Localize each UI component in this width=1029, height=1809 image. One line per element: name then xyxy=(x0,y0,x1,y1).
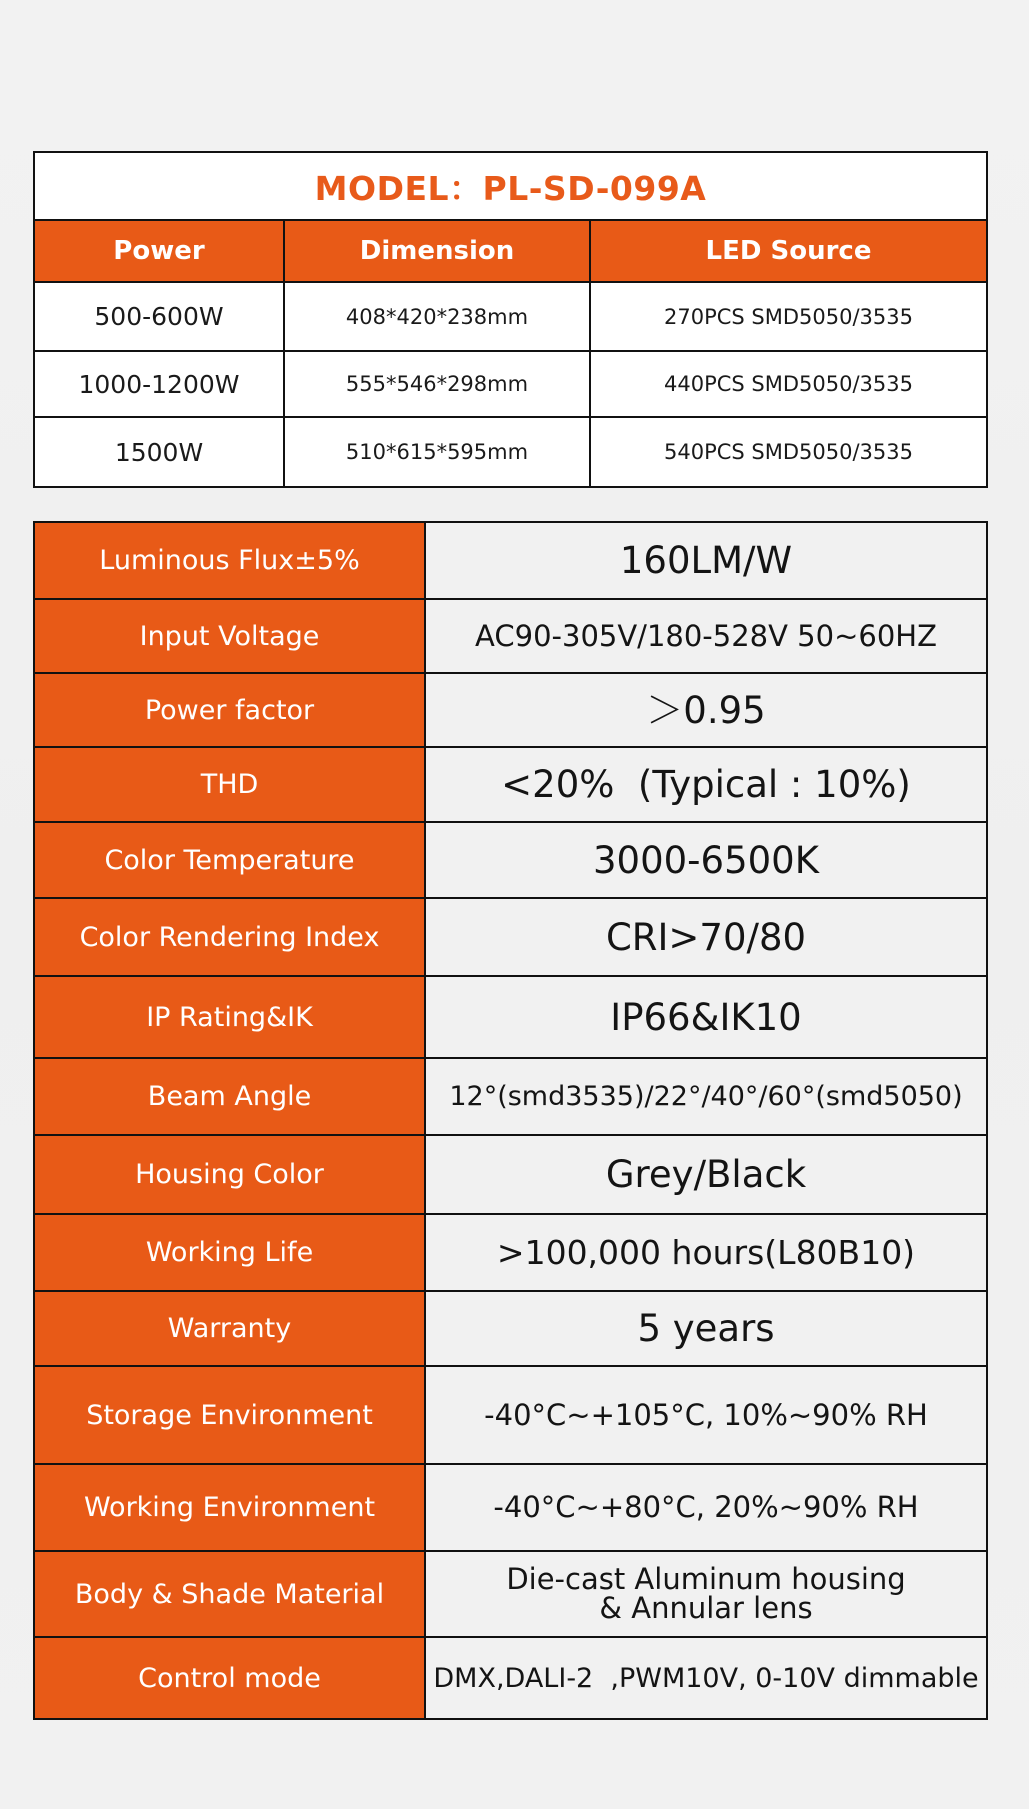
spec-label: Body & Shade Material xyxy=(34,1551,425,1637)
spec-label: Color Rendering Index xyxy=(34,898,425,976)
spec-value: ＞0.95 xyxy=(425,673,987,747)
spec-row-color-temperature xyxy=(34,822,987,898)
spec-row-working-environment xyxy=(34,1464,987,1551)
spec-value: -40°C~+80°C, 20%~90% RH xyxy=(425,1464,987,1551)
spec-value: Grey/Black xyxy=(425,1135,987,1214)
spec-row-control-mode xyxy=(34,1637,987,1719)
spec-label: THD xyxy=(34,747,425,822)
spec-row-storage-environment xyxy=(34,1366,987,1464)
spec-label: Power factor xyxy=(34,673,425,747)
spec-row-beam-angle xyxy=(34,1058,987,1135)
spec-value: DMX,DALI-2 ,PWM10V, 0-10V dimmable xyxy=(425,1637,987,1719)
cell-dimension: 555*546*298mm xyxy=(284,351,590,417)
spec-value: 160LM/W xyxy=(425,522,987,599)
spec-value: 5 years xyxy=(425,1291,987,1366)
spec-value: AC90-305V/180-528V 50~60HZ xyxy=(425,599,987,673)
cell-power: 1000-1200W xyxy=(34,351,284,417)
spec-label: Warranty xyxy=(34,1291,425,1366)
spec-row-working-life xyxy=(34,1214,987,1291)
spec-value: >100,000 hours(L80B10) xyxy=(425,1214,987,1291)
spec-value-line-2: & Annular lens xyxy=(599,1591,813,1625)
model-title: MODEL：PL-SD-099A xyxy=(34,152,987,220)
spec-label: Storage Environment xyxy=(34,1366,425,1464)
model-header-row xyxy=(34,220,987,282)
spec-label: Beam Angle xyxy=(34,1058,425,1135)
spec-label: IP Rating&IK xyxy=(34,976,425,1058)
spec-label: Control mode xyxy=(34,1637,425,1719)
spec-value xyxy=(425,1551,987,1637)
spec-label: Color Temperature xyxy=(34,822,425,898)
spec-row-cri xyxy=(34,898,987,976)
spec-row-warranty xyxy=(34,1291,987,1366)
spec-table xyxy=(33,521,988,1720)
column-header-led-source: LED Source xyxy=(590,220,987,282)
cell-dimension: 408*420*238mm xyxy=(284,282,590,351)
spec-row-power-factor xyxy=(34,673,987,747)
table-row xyxy=(34,351,987,417)
cell-power: 1500W xyxy=(34,417,284,487)
spec-row-body-material xyxy=(34,1551,987,1637)
table-row xyxy=(34,282,987,351)
column-header-power: Power xyxy=(34,220,284,282)
spec-label: Working Life xyxy=(34,1214,425,1291)
spec-value: 12°(smd3535)/22°/40°/60°(smd5050) xyxy=(425,1058,987,1135)
spec-value: -40°C~+105°C, 10%~90% RH xyxy=(425,1366,987,1464)
table-row xyxy=(34,417,987,487)
spec-row-thd xyxy=(34,747,987,822)
spec-label: Housing Color xyxy=(34,1135,425,1214)
cell-power: 500-600W xyxy=(34,282,284,351)
spec-value: <20% (Typical : 10%) xyxy=(425,747,987,822)
cell-led-source: 540PCS SMD5050/3535 xyxy=(590,417,987,487)
spec-label: Working Environment xyxy=(34,1464,425,1551)
spec-label: Luminous Flux±5% xyxy=(34,522,425,599)
spec-row-input-voltage xyxy=(34,599,987,673)
spec-value: CRI>70/80 xyxy=(425,898,987,976)
spec-row-luminous-flux xyxy=(34,522,987,599)
cell-led-source: 270PCS SMD5050/3535 xyxy=(590,282,987,351)
spec-value: 3000-6500K xyxy=(425,822,987,898)
column-header-dimension: Dimension xyxy=(284,220,590,282)
spec-value: IP66&IK10 xyxy=(425,976,987,1058)
cell-led-source: 440PCS SMD5050/3535 xyxy=(590,351,987,417)
spec-value-line-1: Die-cast Aluminum housing xyxy=(506,1562,906,1596)
spec-row-ip-rating xyxy=(34,976,987,1058)
model-table xyxy=(33,151,988,488)
spec-row-housing-color xyxy=(34,1135,987,1214)
spec-label: Input Voltage xyxy=(34,599,425,673)
cell-dimension: 510*615*595mm xyxy=(284,417,590,487)
